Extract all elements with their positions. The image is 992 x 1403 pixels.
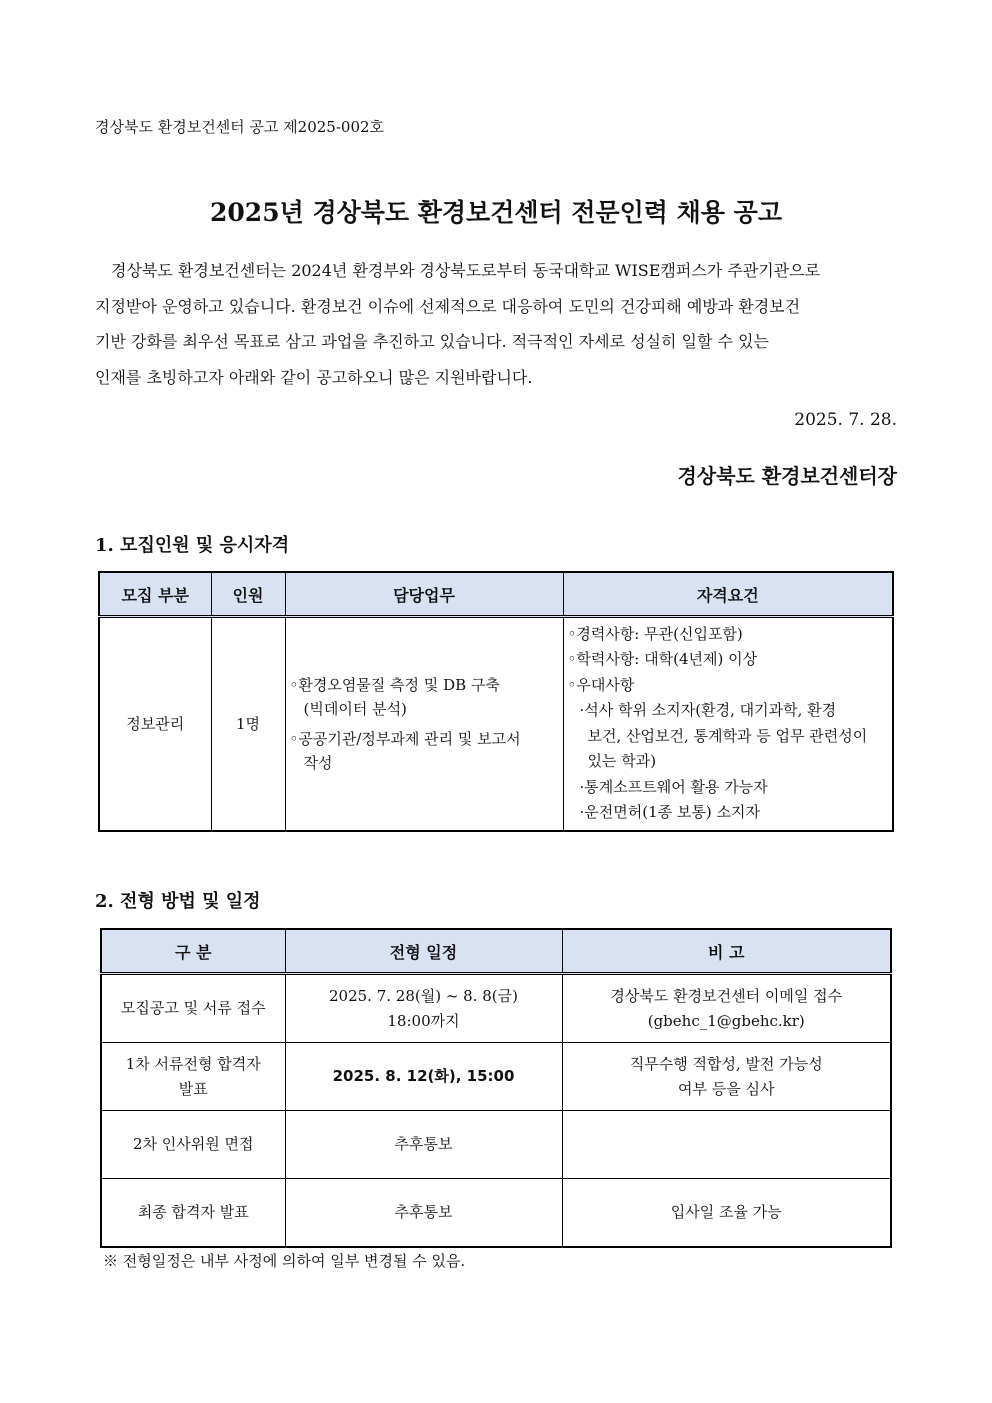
count-cell: 1명	[211, 617, 285, 831]
schedule-footnote: ※ 전형일정은 내부 사정에 의하여 일부 변경될 수 있음.	[103, 1252, 466, 1270]
section-heading-schedule: 2. 전형 방법 및 일정	[95, 891, 261, 912]
note-text: 여부 등을 심사	[678, 1079, 775, 1098]
stage-cell	[101, 1043, 285, 1111]
duty-text: ◦공공기관/정부과제 관리 및 보고서	[289, 729, 521, 748]
requirement-line: 보건, 산업보건, 통계학과 등 업무 관련성이	[587, 726, 868, 745]
requirement-line: ·통계소프트웨어 활용 가능자	[579, 777, 768, 796]
schedule-text: 2025. 7. 28(월) ~ 8. 8(금)	[329, 986, 518, 1005]
email-text: (gbehc_1@gbehc.kr)	[647, 1011, 805, 1030]
dept-cell: 정보관리	[99, 617, 211, 831]
header-duty: 담당업무	[285, 572, 563, 617]
table-row	[101, 1111, 891, 1179]
duty-item	[290, 673, 561, 721]
requirement-line: ◦경력사항: 무관(신입포함)	[567, 624, 743, 643]
duty-cell	[285, 617, 563, 831]
duty-item	[290, 727, 561, 775]
table-header-row	[101, 929, 891, 974]
note-cell	[562, 974, 891, 1043]
note-text: 직무수행 적합성, 발전 가능성	[629, 1054, 823, 1073]
note-cell	[562, 1043, 891, 1111]
duty-text: (빅데이터 분석)	[303, 699, 407, 718]
intro-line: 기반 강화를 최우선 목표로 삼고 과업을 추진하고 있습니다. 적극적인 자세로 성실히 일할 수 있는	[95, 332, 769, 351]
table-row	[101, 974, 891, 1043]
stage-text: 발표	[178, 1079, 208, 1098]
notice-number: 경상북도 환경보건센터 공고 제2025-002호	[95, 118, 385, 136]
duty-text: 작성	[303, 753, 333, 772]
schedule-cell: 추후통보	[285, 1179, 562, 1248]
stage-cell: 2차 인사위원 면접	[101, 1111, 285, 1179]
page-title: 2025년 경상북도 환경보건센터 전문인력 채용 공고	[210, 198, 782, 227]
schedule-table	[100, 928, 892, 1248]
notice-date: 2025. 7. 28.	[794, 410, 897, 430]
header-count: 인원	[211, 572, 285, 617]
duty-text: ◦환경오염물질 측정 및 DB 구축	[289, 675, 500, 694]
requirement-line: ·운전면허(1종 보통) 소지자	[579, 803, 760, 822]
stage-cell: 모집공고 및 서류 접수	[101, 974, 285, 1043]
schedule-cell: 추후통보	[285, 1111, 562, 1179]
table-header-row	[99, 572, 893, 617]
requirement-line: ◦우대사항	[567, 675, 635, 694]
header-note: 비 고	[562, 929, 891, 974]
requirement-cell	[563, 617, 893, 831]
intro-paragraph	[95, 253, 897, 395]
header-schedule: 전형 일정	[285, 929, 562, 974]
table-row	[101, 1043, 891, 1111]
requirement-line: ·석사 학위 소지자(환경, 대기과학, 환경	[579, 701, 837, 720]
note-text: 경상북도 환경보건센터 이메일 접수	[610, 986, 843, 1005]
schedule-text: 18:00까지	[387, 1011, 460, 1030]
header-dept: 모집 부분	[99, 572, 211, 617]
intro-line: 경상북도 환경보건센터는 2024년 환경부와 경상북도로부터 동국대학교 WISE캠퍼스가 주관기관으로	[111, 261, 821, 280]
table-row	[99, 617, 893, 831]
table-row	[101, 1179, 891, 1248]
issuer-signature: 경상북도 환경보건센터장	[677, 464, 897, 488]
note-cell: 입사일 조율 가능	[562, 1179, 891, 1248]
requirement-line: 있는 학과)	[587, 752, 657, 771]
schedule-cell: 2025. 8. 12(화), 15:00	[285, 1043, 562, 1111]
schedule-cell	[285, 974, 562, 1043]
recruitment-table	[98, 571, 894, 832]
header-requirement: 자격요건	[563, 572, 893, 617]
intro-line: 지정받아 운영하고 있습니다. 환경보건 이슈에 선제적으로 대응하여 도민의 건강피해 예방과 환경보건	[95, 296, 801, 316]
header-stage: 구 분	[101, 929, 285, 974]
stage-text: 1차 서류전형 합격자	[125, 1054, 261, 1073]
requirement-line: ◦학력사항: 대학(4년제) 이상	[567, 650, 758, 669]
stage-cell: 최종 합격자 발표	[101, 1179, 285, 1248]
section-heading-recruitment: 1. 모집인원 및 응시자격	[95, 535, 290, 556]
intro-line: 인재를 초빙하고자 아래와 같이 공고하오니 많은 지원바랍니다.	[95, 367, 533, 387]
note-cell	[562, 1111, 891, 1179]
